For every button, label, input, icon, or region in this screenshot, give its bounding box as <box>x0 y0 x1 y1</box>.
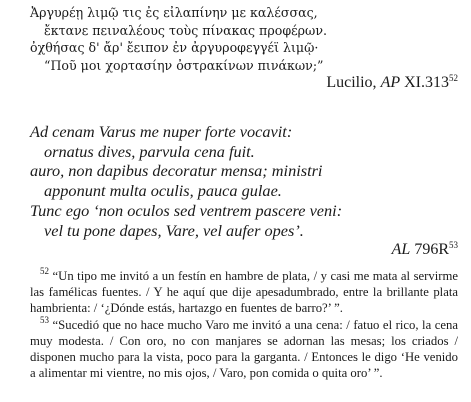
greek-verse-line: Ἀργυρέῃ λιμῷ τις ἐς εἰλαπίνην με καλέσσας, <box>30 5 318 20</box>
footnote-53 <box>30 314 458 382</box>
attribution-author: Lucilio, <box>326 74 381 92</box>
latin-verse-line: auro, non dapibus decoratur mensa; ministri <box>30 161 323 181</box>
footnote-marker: 52 <box>449 73 458 84</box>
footnote-text: “Un tipo me invitó a un festín en hambre de plata, / y casi me mata al servirme las famélicas fuentes. / Y he aquí que dije apesadumbrado, entre la brillante plata hambrienta: / ‘¿Dónde estás, hartazgo en fuentes de barro?’ ”. <box>30 269 458 316</box>
attribution-source: AL <box>391 241 411 259</box>
greek-epigram <box>30 4 458 92</box>
greek-verse-line: “Ποῦ μοι χορτασίην ὀστρακίνων πινάκων;” <box>44 57 324 73</box>
latin-verse-line: apponunt multa oculis, pauca gulae. <box>44 181 282 201</box>
latin-verse-line: ornatus dives, parvula cena fuit. <box>44 141 255 161</box>
latin-attribution <box>30 241 458 259</box>
footnote-marker: 53 <box>449 240 458 251</box>
latin-verse-line: Tunc ego ‘non oculos sed ventrem pascere veni: <box>30 200 343 220</box>
latin-verse-line: vel tu pone dapes, Vare, vel aufer opes’. <box>44 220 304 240</box>
latin-epigram <box>30 122 458 259</box>
attribution-reference: 796R <box>410 241 449 259</box>
footnote-text: “Sucedió que no hace mucho Varo me invitó a una cena: / fatuo el rico, la cena muy modesta. / Con oro, no con manjares se adornan las mesas; los criados / disponen mucho para la vista, poco para la garganta. / Entonces le digo ‘He venido a alimentar mi vientre, no mis ojos, / Varo, pon comida o quita oro’ ”. <box>30 317 458 381</box>
greek-verse-line: ἔκτανε πειναλέους τοὺς πίνακας προφέρων. <box>44 22 327 38</box>
attribution-source: AP <box>380 74 401 92</box>
greek-attribution <box>30 74 458 92</box>
footnotes <box>30 268 458 381</box>
greek-verse-line: ὀχθήσας δ' ἄρ' ἔειπον ἐν ἀργυροφεγγέϊ λιμῷ· <box>30 40 319 56</box>
footnote-number: 53 <box>40 314 49 325</box>
footnote-52 <box>30 268 458 317</box>
footnote-number: 52 <box>40 266 49 276</box>
attribution-reference: XI.313 <box>400 74 449 92</box>
latin-verse-line: Ad cenam Varus me nuper forte vocavit: <box>30 122 293 141</box>
